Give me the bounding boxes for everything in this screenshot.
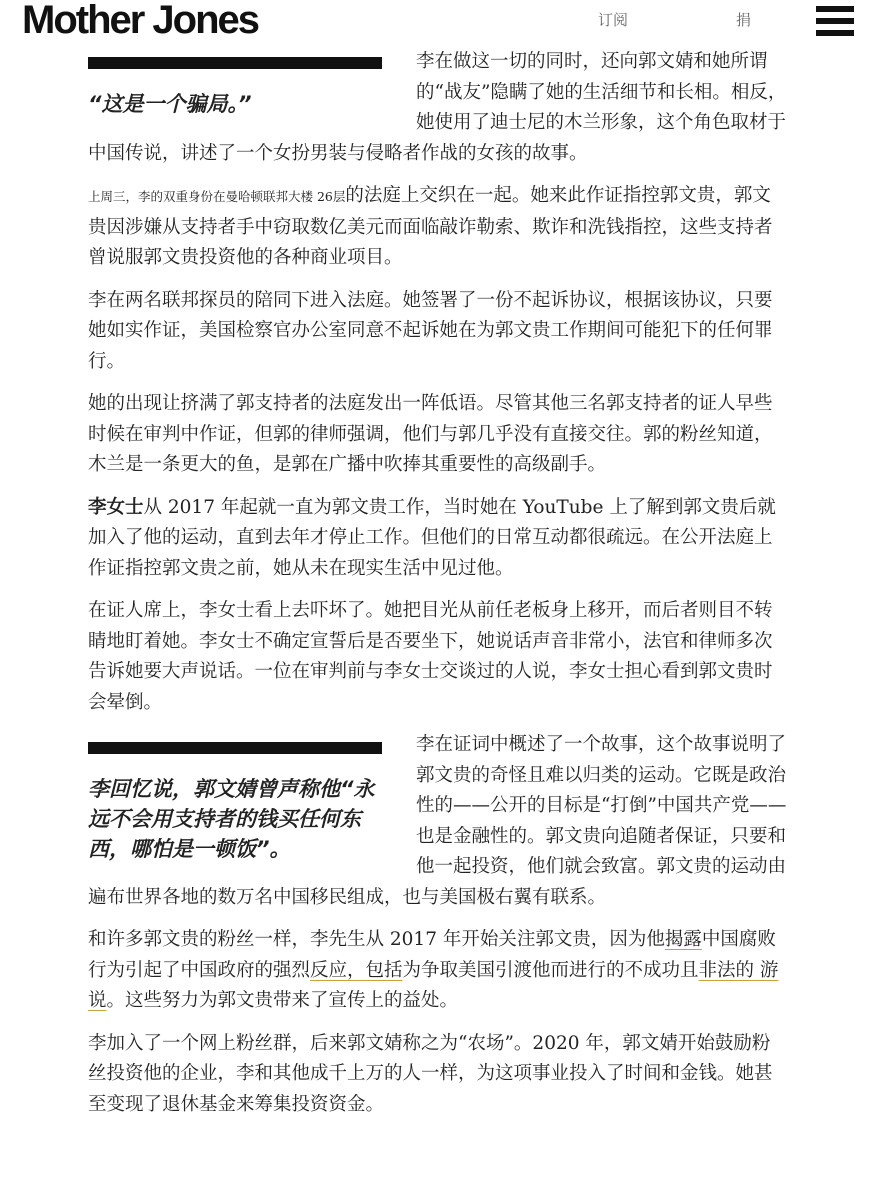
pull-quote-text: 李回忆说，郭文婧曾声称他“永远不会用支持者的钱买任何东西，哪怕是一顿饭”。	[88, 777, 375, 861]
site-header	[0, 0, 874, 44]
paragraph: 在证人席上，李女士看上去吓坏了。她把目光从前任老板身上移开，而后者则目不转睛地盯着她。李女士不确定宣誓后是否要坐下，她说话声音非常小，法官和律师多次告诉她要大声说话。一位在审判前与李女士交谈过的人说，李女士担心看到郭文贵时会晕倒。	[88, 600, 773, 713]
hamburger-menu-icon[interactable]	[816, 6, 854, 38]
link-expose[interactable]: 揭露	[664, 929, 702, 950]
paragraph: 李在证词中概述了一个故事，这个故事说明了郭文贵的奇怪且难以归类的运动。它既是政治性的——公开的目标是“打倒”中国共产党——也是金融性的。郭文贵向追随者保证，只要和他一起投资，他们就会致富。郭文贵的运动由遍布世界各地的数万名中国移民组成，也与美国极右翼有联系。	[88, 734, 787, 908]
paragraph-text: 为争取美国引渡他而进行的不成功且	[402, 959, 699, 981]
paragraph-text: 。这些努力为郭文贵带来了宣传上的益处。	[106, 990, 459, 1011]
subscribe-link[interactable]: 订阅	[598, 11, 629, 29]
paragraph-text: 从 2017 年起就一直为郭文贵工作，当时她在 YouTube 上了解到郭文贵后就加入了他的运动，直到去年才停止工作。但他们的日常互动都很疏远。在公开法庭上作证指控郭文贵之前，她从未在现实生活中见过他。	[88, 496, 776, 579]
pull-quote-text: “这是一个骗局。”	[88, 92, 252, 116]
pull-quote-rule	[88, 57, 382, 69]
paragraph: 李加入了一个网上粉丝群，后来郭文婧称之为“农场”。2020 年，郭文婧开始鼓励粉丝投资他的企业，李和其他成千上万的人一样，为这项事业投入了时间和金钱。她甚至变现了退休基金来筹集投资资金。	[88, 1032, 773, 1115]
inline-small-text: 上周三，李的双重身份在曼哈顿联邦大楼 26层	[88, 189, 346, 204]
paragraph: 李在两名联邦探员的陪同下进入法庭。她签署了一份不起诉协议，根据该协议，只要她如实作证，美国检察官办公室同意不起诉她在为郭文贵工作期间可能犯下的任何罪行。	[88, 289, 773, 372]
paragraph: 李在做这一切的同时，还向郭文婧和她所谓的“战友”隐瞒了她的生活细节和长相。相反，她使用了迪士尼的木兰形象，这个角色取材于中国传说，讲述了一个女扮男装与侵略者作战的女孩的故事。	[88, 51, 787, 164]
paragraph: 她的出现让挤满了郭支持者的法庭发出一阵低语。尽管其他三名郭支持者的证人早些时候在审判中作证，但郭的律师强调，他们与郭几乎没有直接交往。郭的粉丝知道，木兰是一条更大的鱼，是郭在广播中吹捧其重要性的高级副手。	[88, 393, 773, 475]
paragraph	[88, 181, 788, 274]
pull-quote-rule	[88, 742, 382, 754]
paragraph	[88, 925, 788, 1017]
link-reaction[interactable]: 反应，包括	[310, 959, 403, 981]
paragraph-text: 和许多郭文贵的粉丝一样，李先生从 2017 年开始关注郭文贵，因为他	[88, 929, 665, 950]
pull-quote	[88, 57, 382, 119]
paragraph	[88, 493, 788, 585]
article-body	[88, 47, 788, 1120]
link-illegal-lobbying[interactable]: 非法的 游说	[88, 959, 779, 1011]
donate-link[interactable]: 捐	[736, 11, 752, 29]
paragraph-text: 的法庭上交织在一起。她来此作证指控郭文贵，郭文贵因涉嫌从支持者手中窃取数亿美元而面临敲诈勒索、欺诈和洗钱指控，这些支持者曾说服郭文贵投资他的各种商业项目。	[88, 185, 773, 268]
pull-quote	[88, 742, 382, 864]
bold-name: 李女士	[88, 496, 144, 518]
site-logo[interactable]: Mother Jones	[22, 0, 259, 42]
paragraph-text: 中国腐败行为引起了中国政府的强烈	[88, 929, 776, 981]
